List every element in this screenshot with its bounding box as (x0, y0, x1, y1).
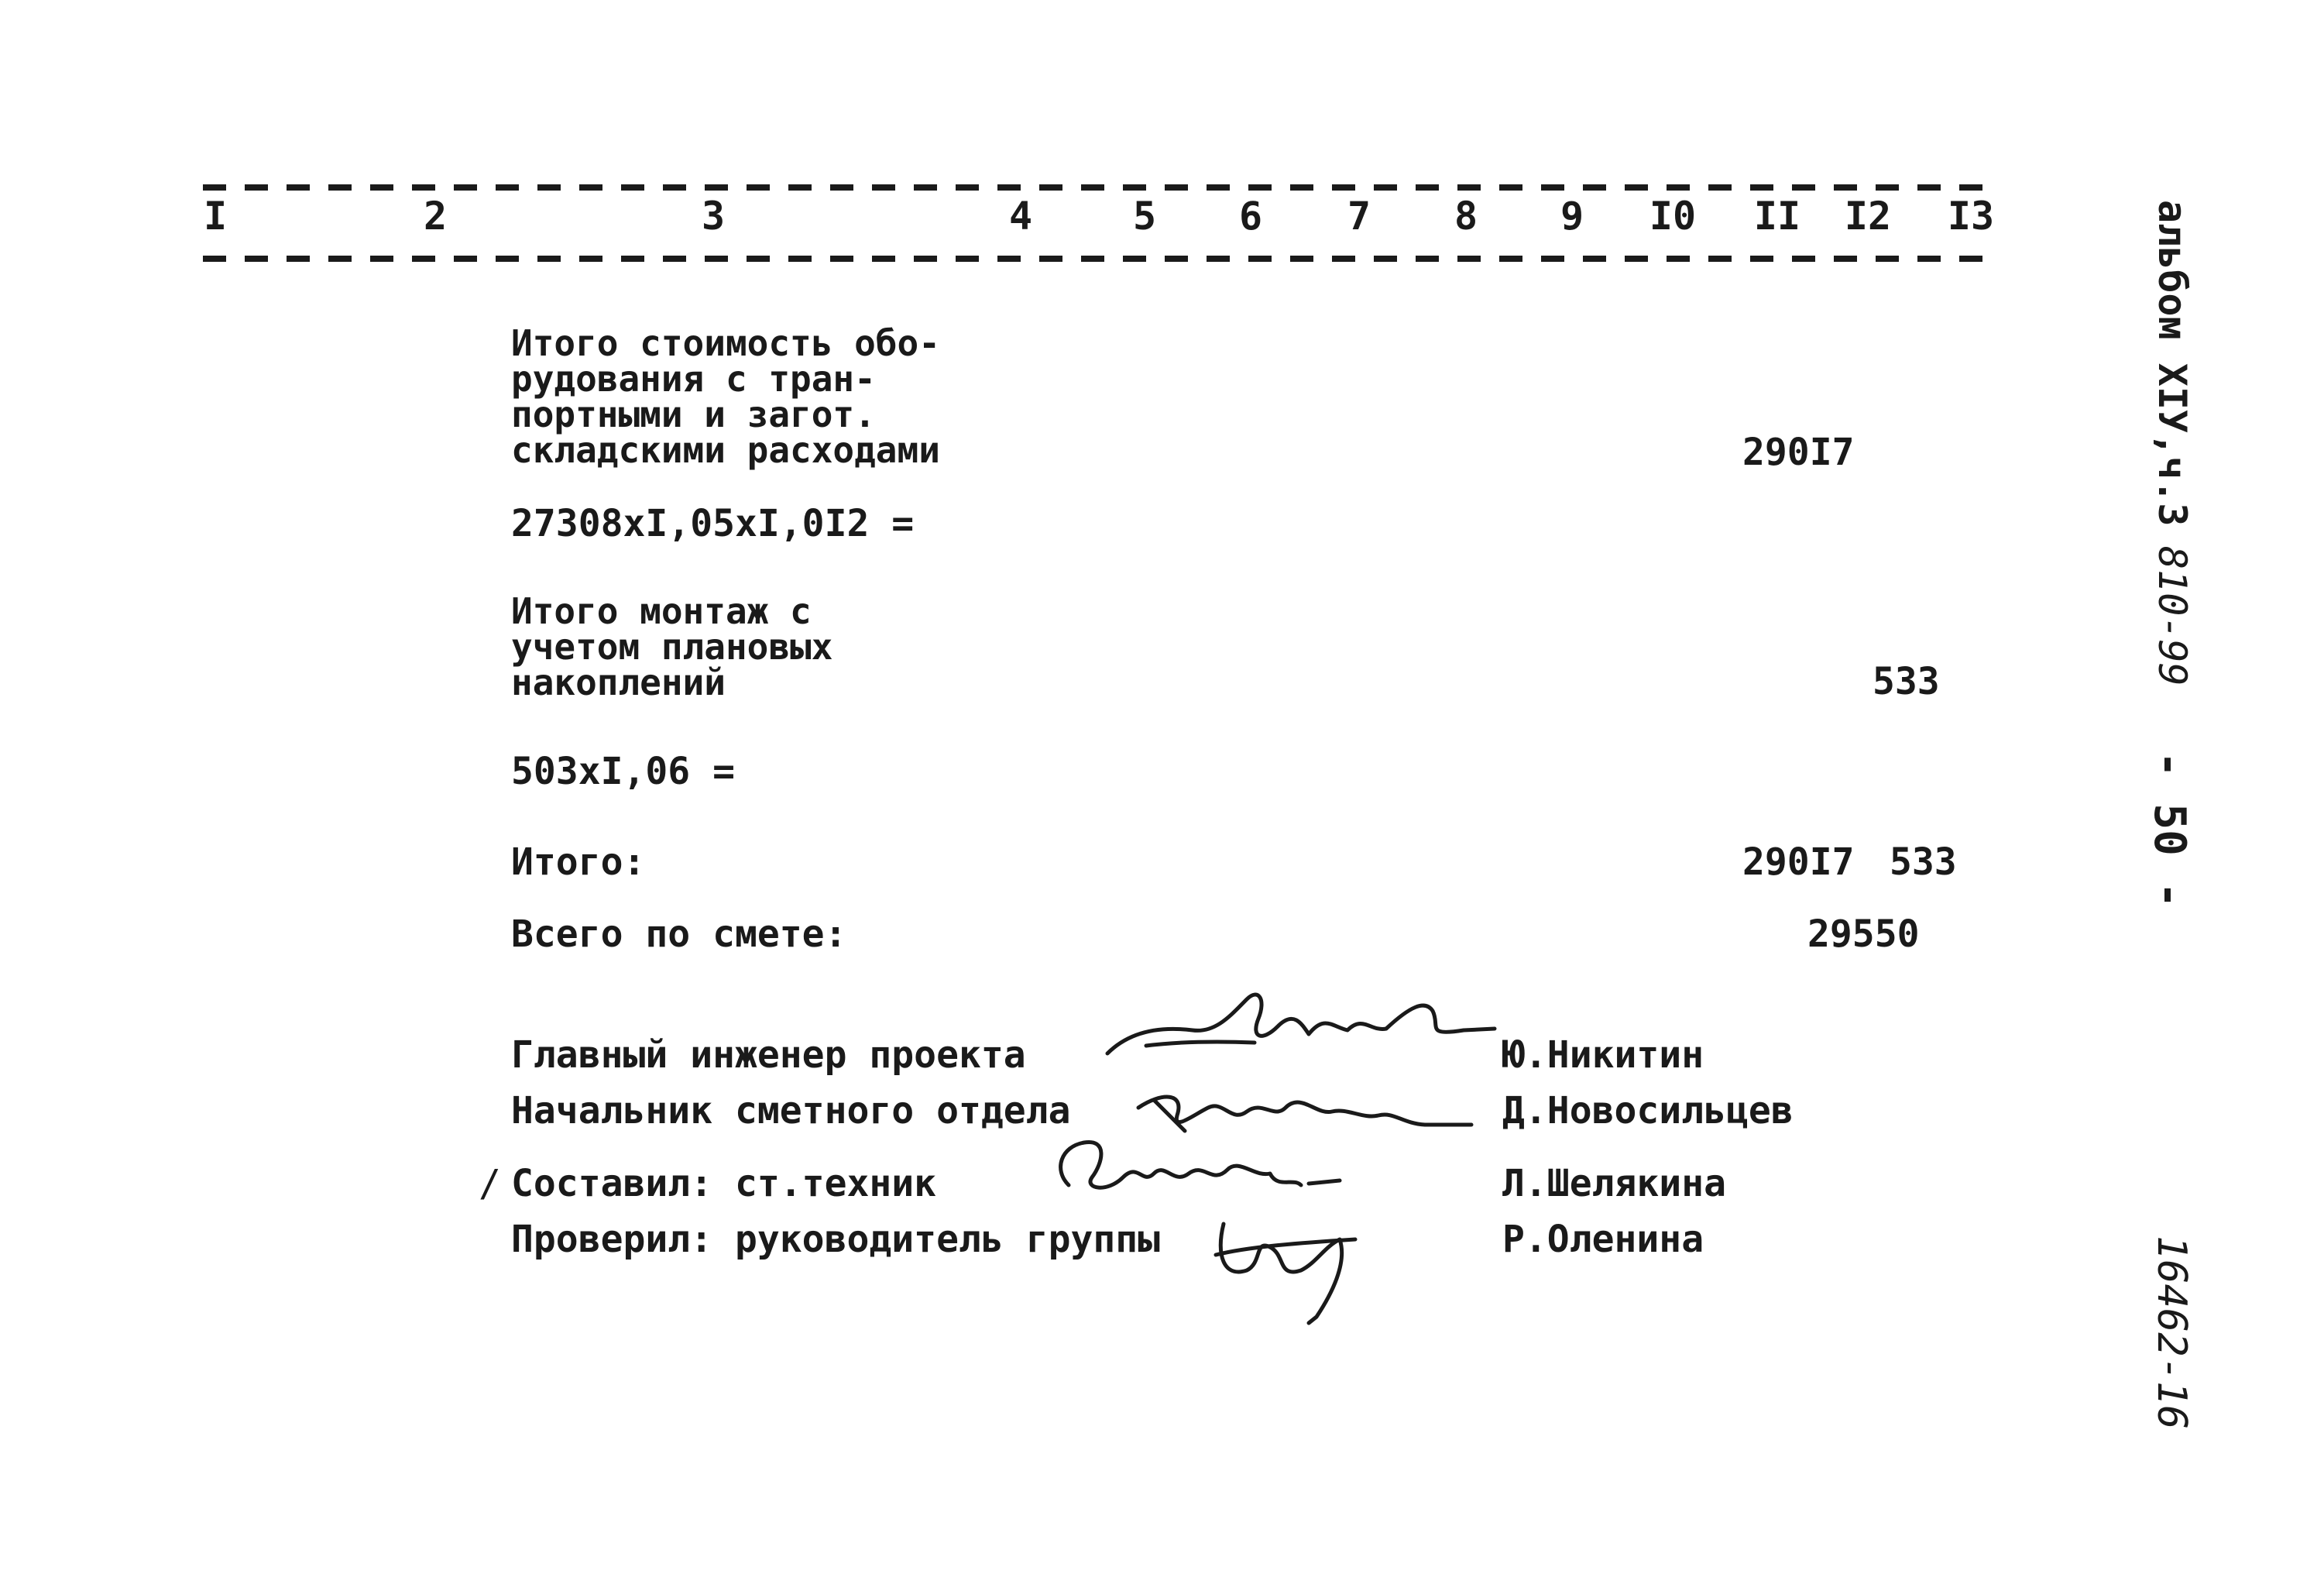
equipment-formula: 27308xI,05xI,0I2 = (511, 502, 915, 545)
column-number: I2 (1844, 194, 1892, 239)
signature-name-chief-engineer: Ю.Никитин (1502, 1033, 1704, 1077)
grand-total-label: Всего по смете: (511, 912, 847, 956)
installation-total-line: учетом плановых (511, 626, 833, 668)
signature-name-estimate-head: Д.Новосильцев (1502, 1089, 1794, 1132)
column-number: 5 (1132, 194, 1157, 239)
archive-number: 16462-16 (2148, 1235, 2195, 1430)
signature-role-checker: Проверил: руководитель группы (511, 1218, 1161, 1261)
document-code: 810-99 (2150, 546, 2195, 686)
album-reference: альбом XIУ,ч.3 (2150, 200, 2195, 527)
signature-role-estimate-head: Начальник сметного отдела (511, 1089, 1071, 1132)
equipment-total-label (511, 322, 940, 471)
subtotal-label: Итого: (511, 840, 646, 884)
installation-total-line: накоплений (511, 662, 726, 703)
handwritten-signature (1100, 984, 1502, 1069)
page-number: - 50 - (2144, 751, 2195, 909)
installation-formula: 503xI,06 = (511, 750, 735, 793)
column-number: 3 (701, 194, 726, 239)
equipment-total-value: 290I7 (1742, 431, 1855, 474)
signature-role-chief-engineer: Главный инженер проекта (511, 1033, 1026, 1077)
column-number: 9 (1560, 194, 1584, 239)
signature-slash-mark: / (479, 1162, 501, 1205)
column-number: 8 (1454, 194, 1478, 239)
equipment-total-line: Итого стоимость обо- (511, 322, 940, 364)
handwritten-signature (1045, 1131, 1371, 1216)
column-number: I (203, 194, 228, 239)
handwritten-signature (1200, 1208, 1402, 1325)
subtotal-equipment-value: 290I7 (1742, 840, 1855, 884)
subtotal-installation-value: 533 (1890, 840, 1957, 884)
header-rule-bottom (203, 256, 1998, 262)
signature-name-checker: Р.Оленина (1502, 1218, 1704, 1261)
column-number: II (1753, 194, 1801, 239)
signature-name-compiler: Л.Шелякина (1502, 1162, 1726, 1205)
column-number: 2 (423, 194, 448, 239)
header-rule-top (203, 184, 1998, 191)
equipment-total-line: рудования с тран- (511, 358, 876, 400)
equipment-total-line: портными и загот. (511, 394, 876, 435)
column-number: I3 (1947, 194, 1995, 239)
grand-total-value: 29550 (1807, 912, 1920, 956)
column-number: I0 (1649, 194, 1697, 239)
equipment-total-line: складскими расходами (511, 429, 940, 471)
signature-role-compiler: Составил: ст.техник (511, 1162, 937, 1205)
column-number: 4 (1008, 194, 1033, 239)
column-number: 7 (1347, 194, 1371, 239)
installation-total-value: 533 (1873, 660, 1940, 703)
installation-total-label (511, 590, 833, 703)
installation-total-line: Итого монтаж с (511, 590, 812, 632)
column-number: 6 (1238, 194, 1263, 239)
